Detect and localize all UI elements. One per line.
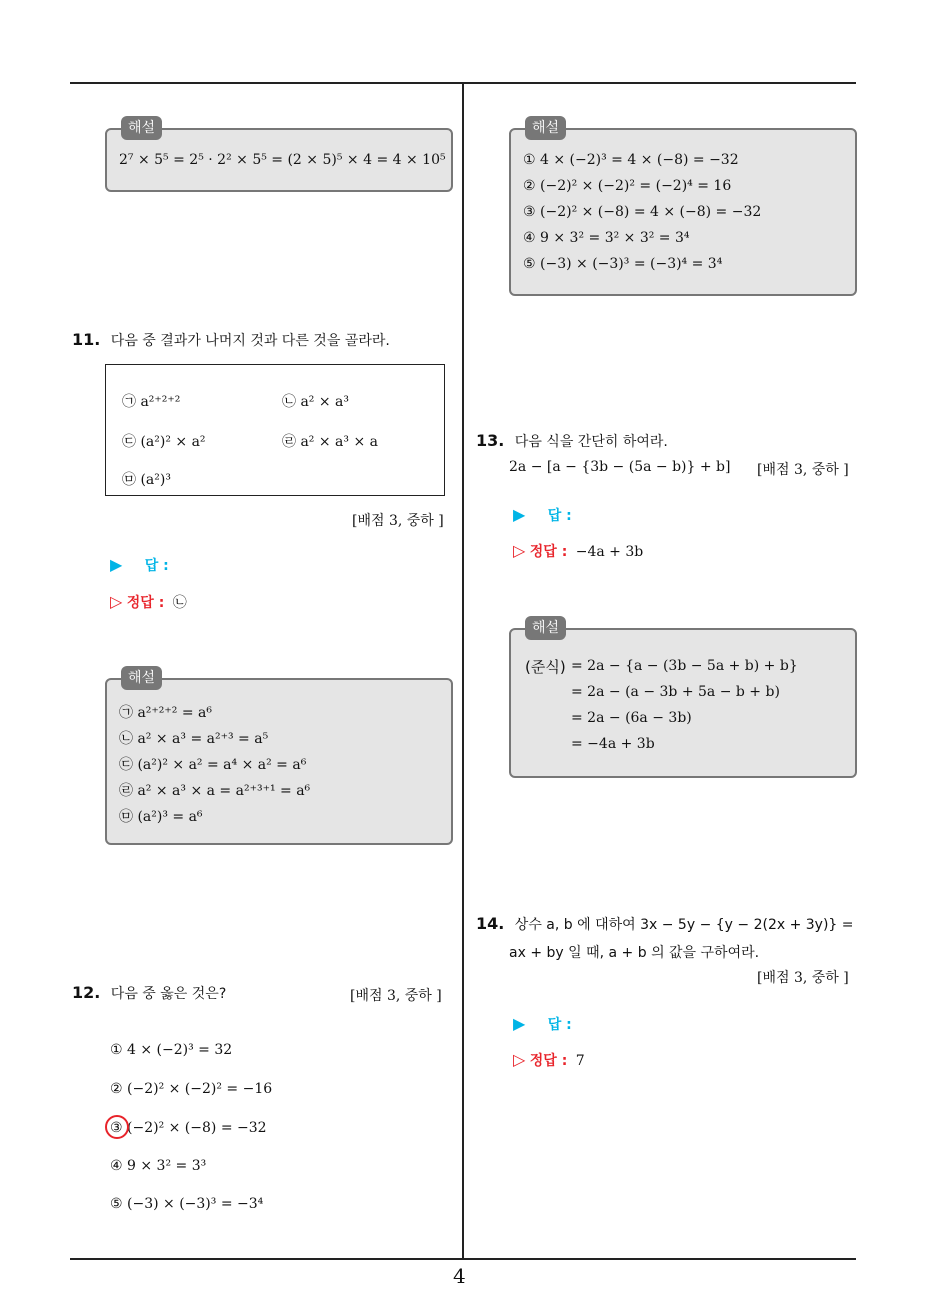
answer-label: 답 : bbox=[547, 1017, 572, 1033]
page-number: 4 bbox=[453, 1264, 466, 1288]
q12-score: [배점 3, 중하 ] bbox=[350, 988, 442, 1004]
solution-tag: 해설 bbox=[525, 616, 566, 640]
solution-line: = −4a + 3b bbox=[571, 736, 655, 752]
answer-circle-mark bbox=[105, 1115, 129, 1139]
solution-line: 2⁷ × 5⁵ = 2⁵ · 2² × 5⁵ = (2 × 5)⁵ × 4 = 4 × 10⁵ bbox=[119, 152, 446, 168]
solution-line: = 2a − (a − 3b + 5a − b + b) bbox=[571, 684, 780, 700]
question-number: 12. bbox=[72, 983, 101, 1002]
solution-line: ⑤ (−3) × (−3)³ = (−3)⁴ = 3⁴ bbox=[523, 256, 723, 272]
solution-head: (준식) bbox=[525, 658, 566, 676]
q11-correct-row bbox=[110, 592, 187, 612]
outline-triangle-icon: ▷ bbox=[513, 1050, 526, 1069]
choice-3: ③ (−2)² × (−8) = −32 bbox=[110, 1120, 267, 1136]
solution-line: ㉢ (a²)² × a² = a⁴ × a² = a⁶ bbox=[119, 757, 307, 773]
q13-expression: 2a − [a − {3b − (5a − b)} + b] bbox=[509, 459, 731, 475]
correct-label: 정답 : bbox=[529, 544, 568, 560]
q13-solution-box bbox=[509, 620, 857, 778]
q14-score: [배점 3, 중하 ] bbox=[757, 970, 849, 986]
choice-5: ⑤ (−3) × (−3)³ = −3⁴ bbox=[110, 1196, 264, 1212]
solution-line: ㉣ a² × a³ × a = a²⁺³⁺¹ = a⁶ bbox=[119, 783, 311, 799]
q11-answer-row bbox=[110, 555, 169, 575]
question-text: 다음 식을 간단히 하여라. bbox=[514, 434, 668, 450]
outline-triangle-icon: ▷ bbox=[513, 541, 526, 560]
answer-label: 답 : bbox=[547, 508, 572, 524]
play-triangle-icon: ▶ bbox=[513, 1014, 526, 1033]
solution-line: ㉡ a² × a³ = a²⁺³ = a⁵ bbox=[119, 731, 269, 747]
solution-line: = 2a − {a − (3b − 5a + b) + b} bbox=[571, 658, 798, 674]
solution-line: ① 4 × (−2)³ = 4 × (−8) = −32 bbox=[523, 152, 739, 168]
q12-solution-box bbox=[509, 120, 857, 296]
correct-answer: −4a + 3b bbox=[575, 544, 644, 560]
correct-answer: ㉡ bbox=[172, 595, 187, 611]
play-triangle-icon: ▶ bbox=[513, 505, 526, 524]
choice-5: ㉤ (a²)³ bbox=[122, 472, 171, 488]
q13-correct-row bbox=[513, 541, 643, 561]
question-number: 13. bbox=[476, 431, 505, 450]
column-divider bbox=[462, 82, 464, 1260]
solution-line: ③ (−2)² × (−8) = 4 × (−8) = −32 bbox=[523, 204, 762, 220]
choice-2: ② (−2)² × (−2)² = −16 bbox=[110, 1081, 273, 1097]
question-14 bbox=[476, 914, 854, 934]
question-12 bbox=[72, 983, 226, 1003]
choice-1: ㉠ a²⁺²⁺² bbox=[122, 394, 181, 410]
solution-tag: 해설 bbox=[121, 666, 162, 690]
solution-line: ④ 9 × 3² = 3² × 3² = 3⁴ bbox=[523, 230, 690, 246]
solution-tag: 해설 bbox=[121, 116, 162, 140]
question-text: 다음 중 옳은 것은? bbox=[110, 986, 227, 1002]
choice-2: ㉡ a² × a³ bbox=[282, 394, 349, 410]
correct-answer: 7 bbox=[575, 1053, 585, 1069]
q14-answer-row bbox=[513, 1014, 572, 1034]
question-11 bbox=[72, 330, 390, 350]
solution-line: ㉠ a²⁺²⁺² = a⁶ bbox=[119, 705, 213, 721]
choice-3: ㉢ (a²)² × a² bbox=[122, 434, 206, 450]
q11-choices-box bbox=[105, 364, 445, 496]
solution-line: ㉤ (a²)³ = a⁶ bbox=[119, 809, 203, 825]
q13-score: [배점 3, 중하 ] bbox=[757, 462, 849, 478]
question-13 bbox=[476, 431, 668, 451]
choice-1: ① 4 × (−2)³ = 32 bbox=[110, 1042, 233, 1058]
question-text: 다음 중 결과가 나머지 것과 다른 것을 골라라. bbox=[110, 333, 390, 349]
solution-box-prev bbox=[105, 120, 453, 192]
question-number: 14. bbox=[476, 914, 505, 933]
bottom-rule bbox=[70, 1258, 856, 1260]
play-triangle-icon: ▶ bbox=[110, 555, 123, 574]
solution-line: = 2a − (6a − 3b) bbox=[571, 710, 692, 726]
solution-tag: 해설 bbox=[525, 116, 566, 140]
q14-correct-row bbox=[513, 1050, 585, 1070]
q13-answer-row bbox=[513, 505, 572, 525]
question-number: 11. bbox=[72, 330, 101, 349]
question-text: 상수 a, b 에 대하여 3x − 5y − {y − 2(2x + 3y)} = bbox=[514, 917, 854, 933]
question-text-cont: ax + by 일 때, a + b 의 값을 구하여라. bbox=[509, 945, 760, 961]
correct-label: 정답 : bbox=[126, 595, 165, 611]
solution-line: ② (−2)² × (−2)² = (−2)⁴ = 16 bbox=[523, 178, 732, 194]
outline-triangle-icon: ▷ bbox=[110, 592, 123, 611]
q11-solution-box bbox=[105, 670, 453, 845]
q11-score: [배점 3, 중하 ] bbox=[352, 513, 444, 529]
choice-4: ④ 9 × 3² = 3³ bbox=[110, 1158, 207, 1174]
correct-label: 정답 : bbox=[529, 1053, 568, 1069]
answer-label: 답 : bbox=[144, 558, 169, 574]
choice-4: ㉣ a² × a³ × a bbox=[282, 434, 378, 450]
